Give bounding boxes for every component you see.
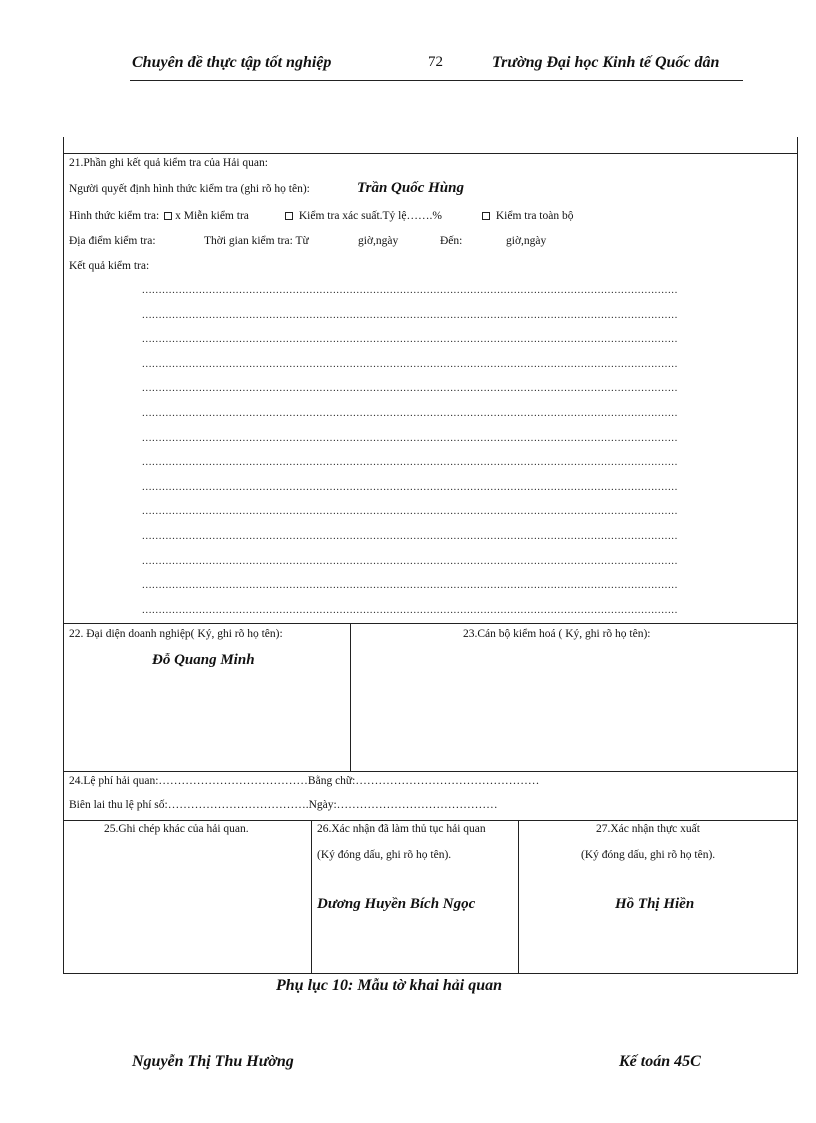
dotted-line: ................................................................................................................................................................ [142, 505, 678, 518]
dotted-line: ................................................................................................................................................................ [142, 554, 678, 567]
dotted-line: ................................................................................................................................................................ [142, 530, 678, 542]
option-sampling-row [283, 210, 442, 222]
section22-signature: Đỗ Quang Minh [152, 652, 255, 668]
checkbox-mark: x [175, 210, 181, 222]
option-full: Kiểm tra toàn bộ [495, 210, 574, 222]
section27-subtitle: (Ký đóng dấu, ghi rõ họ tên). [581, 849, 716, 861]
decider-signature: Trần Quốc Hùng [357, 180, 464, 196]
divider-22-23 [350, 623, 351, 771]
section25-title: 25.Ghi chép khác của hải quan. [104, 823, 249, 835]
checkbox-icon [164, 212, 172, 220]
result-label: Kết quả kiểm tra: [69, 260, 150, 272]
option-full-row [480, 210, 573, 222]
dotted-line: ................................................................................................................................................................ [142, 456, 678, 469]
time-label: Thời gian kiểm tra: Từ [204, 235, 309, 247]
page-number: 72 [428, 54, 443, 70]
divider-24 [63, 820, 798, 821]
section27-title: 27.Xác nhận thực xuất [596, 823, 700, 835]
divider-25-26 [311, 820, 312, 973]
time-unit-to: giờ,ngày [506, 235, 547, 247]
dotted-line: ................................................................................................................................................................ [142, 284, 678, 296]
inspection-form-label: Hình thức kiểm tra: [69, 210, 160, 222]
to-label: Đến: [440, 235, 463, 247]
figure-caption: Phụ lục 10: Mẫu tờ khai hải quan [276, 977, 502, 994]
header-rule [130, 80, 743, 81]
section22-title: 22. Đại diện doanh nghiệp( Ký, ghi rõ họ tên): [69, 628, 283, 640]
section26-signature: Dương Huyền Bích Ngọc [317, 896, 476, 912]
dotted-line: ................................................................................................................................................................ [142, 579, 678, 592]
option-sampling: Kiểm tra xác suất.Tỷ lệ…….% [298, 210, 442, 222]
divider-21 [63, 623, 798, 624]
header-left-title: Chuyên đề thực tập tốt nghiệp [132, 54, 332, 71]
frame-continuation-right [797, 137, 798, 153]
checkbox-icon [482, 212, 490, 220]
dotted-line: ................................................................................................................................................................ [142, 308, 678, 321]
dotted-line: ................................................................................................................................................................ [142, 480, 678, 493]
inspection-form-row [69, 210, 249, 222]
time-unit-from: giờ,ngày [358, 235, 399, 247]
decider-label: Người quyết định hình thức kiểm tra (ghi rõ họ tên): [69, 183, 310, 195]
dotted-line: ................................................................................................................................................................ [142, 382, 678, 395]
dotted-line: ................................................................................................................................................................ [142, 357, 678, 370]
dotted-line: ................................................................................................................................................................ [142, 407, 678, 419]
divider-23 [63, 771, 798, 772]
section26-subtitle: (Ký đóng dấu, ghi rõ họ tên). [317, 849, 452, 861]
footer-author: Nguyễn Thị Thu Hường [132, 1053, 294, 1070]
location-label: Địa điểm kiểm tra: [69, 235, 156, 247]
footer-class: Kế toán 45C [619, 1053, 701, 1070]
dotted-line: ................................................................................................................................................................ [142, 603, 678, 616]
receipt-line: Biên lai thu lệ phí số:……………………………….Ngày:…………………………………… [69, 799, 498, 811]
section26-title: 26.Xác nhận đã làm thủ tục hải quan [317, 823, 486, 835]
dotted-line: ................................................................................................................................................................ [142, 431, 678, 444]
option-exempt: Miễn kiểm tra [183, 210, 249, 222]
checkbox-icon [285, 212, 293, 220]
divider-26-27 [518, 820, 519, 973]
fee-line: 24.Lệ phí hải quan:…………………………………Bằng chữ:………………………………………… [69, 775, 540, 787]
section27-signature: Hồ Thị Hiền [615, 896, 695, 912]
section23-title: 23.Cán bộ kiểm hoá ( Ký, ghi rõ họ tên): [463, 628, 651, 640]
frame-continuation-left [63, 137, 64, 153]
header-right-title: Trường Đại học Kinh tế Quốc dân [492, 54, 720, 71]
dotted-line: ................................................................................................................................................................ [142, 333, 678, 346]
section21-title: 21.Phần ghi kết quả kiểm tra của Hải quan: [69, 157, 268, 169]
